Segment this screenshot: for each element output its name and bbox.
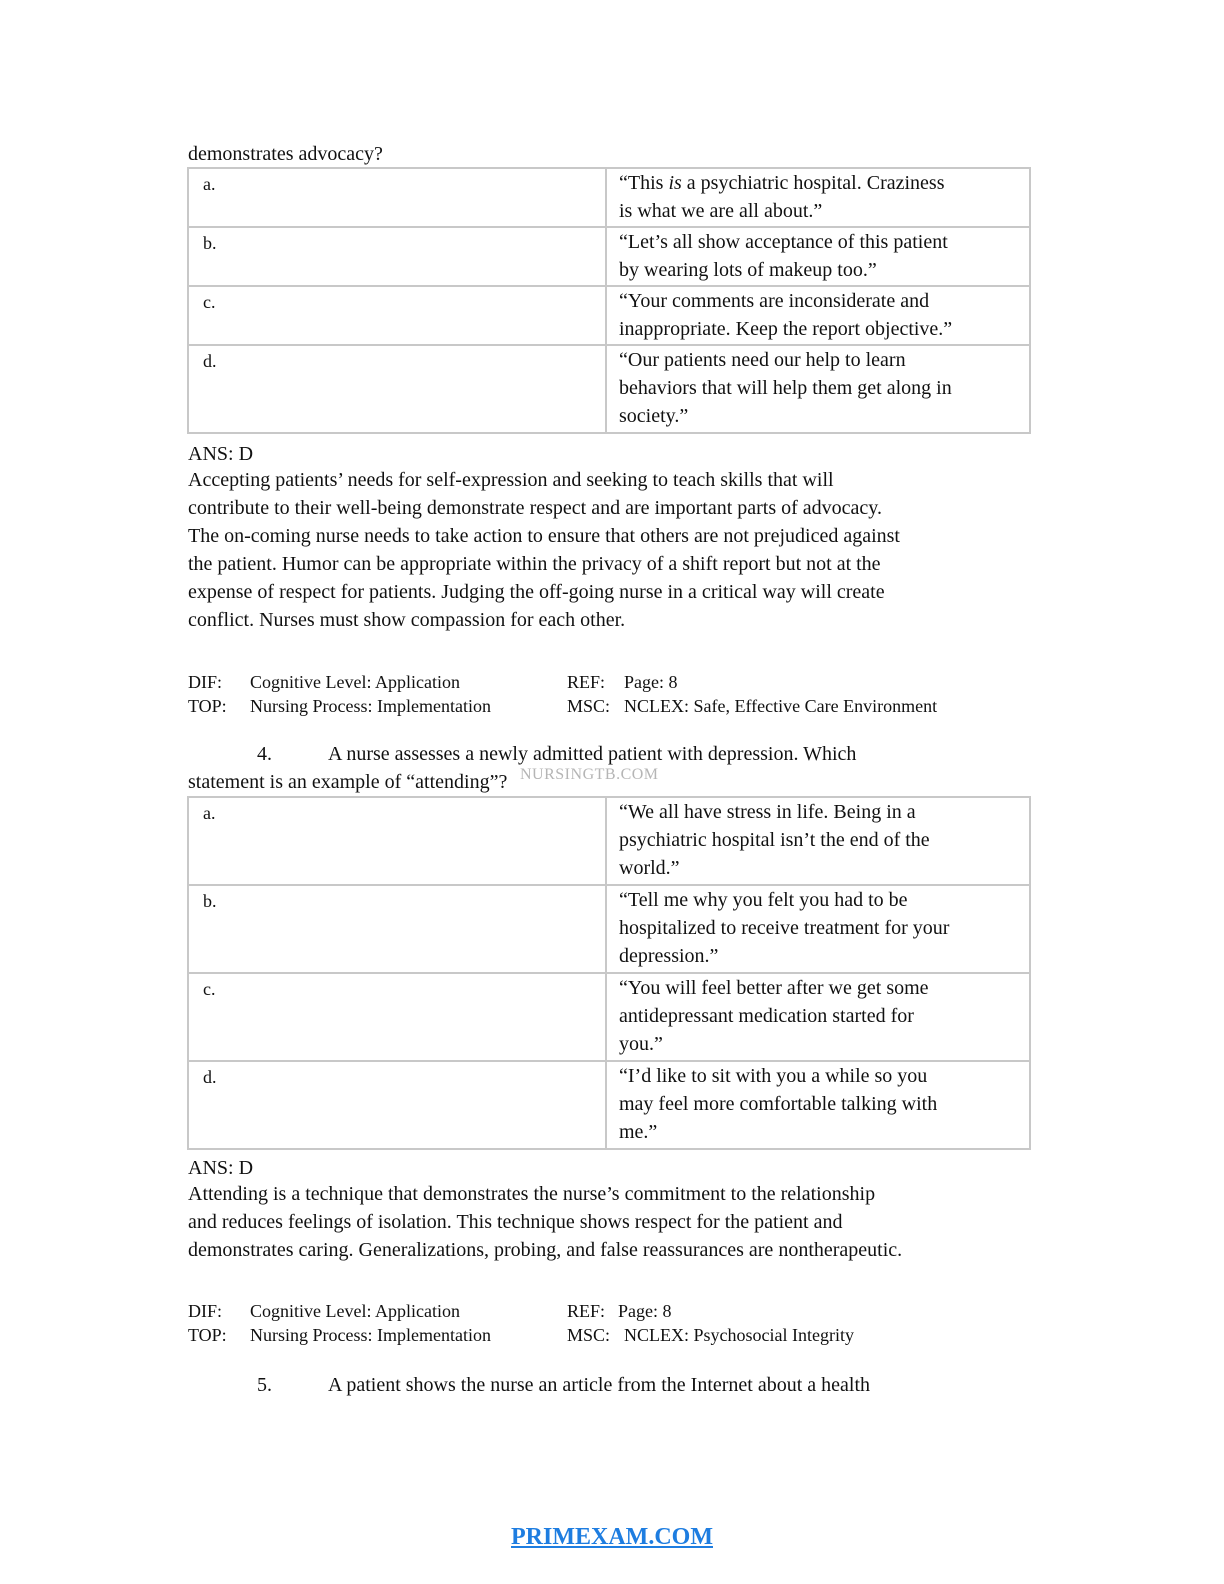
option-line: “I’d like to sit with you a while so you	[619, 1065, 928, 1087]
option-line: may feel more comfortable talking with	[619, 1093, 938, 1115]
option-line: depression.”	[619, 945, 719, 967]
option-text	[607, 1062, 1029, 1148]
option-line: “Your comments are inconsiderate and	[619, 290, 930, 312]
rationale-line: demonstrates caring. Generalizations, probing, and false reassurances are nontherapeutic.	[188, 1239, 903, 1261]
option-letter: c.	[189, 974, 607, 1060]
q3-stem-tail: demonstrates advocacy?	[188, 143, 383, 165]
option-text	[607, 886, 1029, 972]
option-text	[607, 169, 1029, 226]
option-letter: d.	[189, 1062, 607, 1148]
q4-number: 4.	[257, 743, 272, 765]
option-letter: b.	[189, 228, 607, 285]
q4-option-a	[189, 798, 1029, 884]
rationale-line: conflict. Nurses must show compassion for each other.	[188, 609, 626, 631]
option-text	[607, 798, 1029, 884]
rationale-line: the patient. Humor can be appropriate within the privacy of a shift report but not at the	[188, 553, 881, 575]
q3-top-value: Nursing Process: Implementation	[250, 696, 491, 716]
q3-option-c	[189, 285, 1029, 344]
option-letter: a.	[189, 798, 607, 884]
q3-rationale	[188, 466, 1028, 634]
rationale-line: Accepting patients’ needs for self-expression and seeking to teach skills that will	[188, 469, 834, 491]
option-line: “We all have stress in life. Being in a	[619, 801, 916, 823]
option-text	[607, 287, 1029, 344]
option-letter: d.	[189, 346, 607, 432]
q3-option-b	[189, 226, 1029, 285]
q4-option-b	[189, 884, 1029, 972]
option-line: antidepressant medication started for	[619, 1005, 914, 1027]
q5-number: 5.	[257, 1374, 272, 1396]
option-line: “You will feel better after we get some	[619, 977, 929, 999]
q4-stem-line2: statement is an example of “attending”?	[188, 771, 508, 793]
q4-top-value: Nursing Process: Implementation	[250, 1325, 491, 1345]
q3-msc-value: NCLEX: Safe, Effective Care Environment	[624, 696, 938, 716]
option-line: behaviors that will help them get along in	[619, 377, 952, 399]
q5-stem-line1: A patient shows the nurse an article from the Internet about a health	[328, 1374, 871, 1396]
option-line: me.”	[619, 1121, 658, 1143]
option-line: you.”	[619, 1033, 663, 1055]
q4-msc-value: NCLEX: Psychosocial Integrity	[624, 1325, 854, 1345]
option-letter: a.	[189, 169, 607, 226]
rationale-line: and reduces feelings of isolation. This technique shows respect for the patient and	[188, 1211, 843, 1233]
rationale-line: Attending is a technique that demonstrates the nurse’s commitment to the relationship	[188, 1183, 876, 1205]
q4-msc-label: MSC:	[567, 1325, 611, 1345]
rationale-line: The on-coming nurse needs to take action to ensure that others are not prejudiced against	[188, 525, 900, 547]
q4-ref-value: Page: 8	[618, 1301, 672, 1321]
footer-link[interactable]: PRIMEXAM.COM	[511, 1524, 713, 1550]
option-line: “Let’s all show acceptance of this patient	[619, 231, 948, 253]
q3-option-d	[189, 344, 1029, 432]
option-line: “Tell me why you felt you had to be	[619, 889, 908, 911]
q4-top-label: TOP:	[188, 1325, 227, 1345]
q4-answer: ANS: D	[188, 1157, 254, 1179]
watermark: NURSINGTB.COM	[520, 766, 659, 783]
q4-stem-line1: A nurse assesses a newly admitted patient with depression. Which	[328, 743, 857, 765]
q4-dif-value: Cognitive Level: Application	[250, 1301, 460, 1321]
option-text	[607, 974, 1029, 1060]
q4-options-table	[187, 796, 1031, 1150]
q3-dif-label: DIF:	[188, 672, 223, 692]
q3-msc-label: MSC:	[567, 696, 611, 716]
q3-ref-label: REF:	[567, 672, 606, 692]
q3-options-table	[187, 167, 1031, 434]
rationale-line: expense of respect for patients. Judging the off-going nurse in a critical way will create	[188, 581, 885, 603]
q4-option-d	[189, 1060, 1029, 1148]
option-line: psychiatric hospital isn’t the end of the	[619, 829, 930, 851]
q3-top-label: TOP:	[188, 696, 227, 716]
q4-option-c	[189, 972, 1029, 1060]
q3-option-a	[189, 169, 1029, 226]
option-line: “Our patients need our help to learn	[619, 349, 906, 371]
option-text	[607, 346, 1029, 432]
option-letter: c.	[189, 287, 607, 344]
rationale-line: contribute to their well-being demonstrate respect and are important parts of advocacy.	[188, 497, 882, 519]
q4-ref-label: REF:	[567, 1301, 606, 1321]
q3-dif-value: Cognitive Level: Application	[250, 672, 460, 692]
q3-answer: ANS: D	[188, 443, 254, 465]
q4-rationale	[188, 1180, 1028, 1264]
option-line: hospitalized to receive treatment for your	[619, 917, 950, 939]
option-line: world.”	[619, 857, 680, 879]
option-line: by wearing lots of makeup too.”	[619, 259, 877, 281]
q4-dif-label: DIF:	[188, 1301, 223, 1321]
option-line: society.”	[619, 405, 689, 427]
option-line: inappropriate. Keep the report objective.”	[619, 318, 953, 340]
option-line: “This is a psychiatric hospital. Craziness	[619, 172, 945, 194]
q3-ref-value: Page: 8	[624, 672, 678, 692]
option-line: is what we are all about.”	[619, 200, 823, 222]
option-text	[607, 228, 1029, 285]
option-letter: b.	[189, 886, 607, 972]
